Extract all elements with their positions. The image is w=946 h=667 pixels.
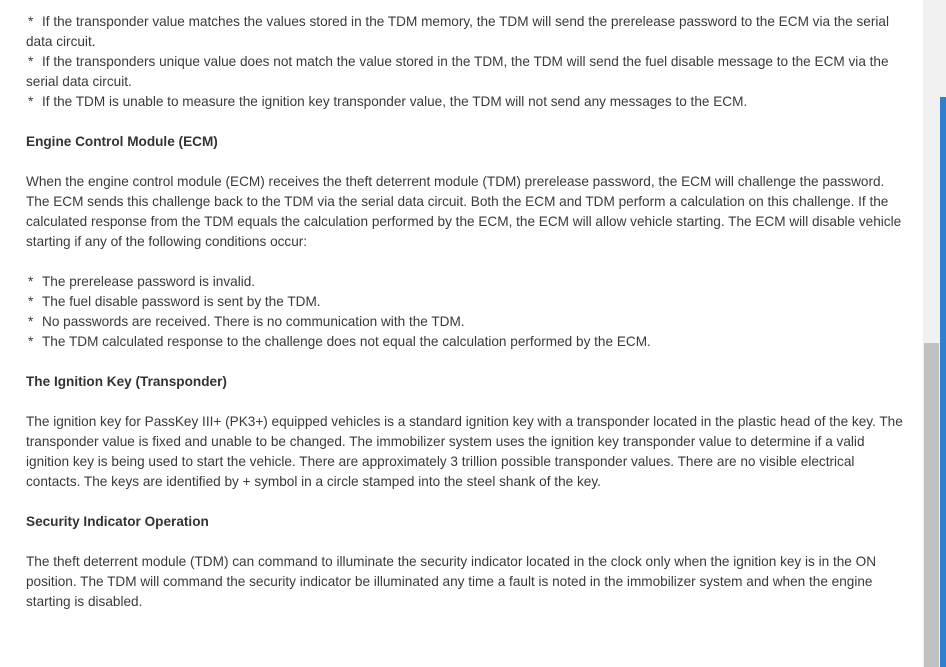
list-item bbox=[26, 292, 904, 312]
list-item bbox=[26, 272, 904, 292]
list-item bbox=[26, 312, 904, 332]
bullet-text: If the transponders unique value does not match the value stored in the TDM, the TDM will send the fuel disable message to the ECM via the serial data circuit. bbox=[26, 54, 889, 89]
bullet-symbol: * bbox=[28, 274, 34, 289]
bullet-text: If the transponder value matches the values stored in the TDM memory, the TDM will send the prerelease password to the ECM via the serial data circuit. bbox=[26, 14, 889, 49]
list-item bbox=[26, 52, 904, 92]
section-heading-ecm: Engine Control Module (ECM) bbox=[26, 134, 218, 149]
section-heading-ignition-key: The Ignition Key (Transponder) bbox=[26, 374, 227, 389]
bullet-text: The fuel disable password is sent by the TDM. bbox=[42, 294, 321, 309]
bullet-symbol: * bbox=[28, 294, 34, 309]
bullet-symbol: * bbox=[28, 14, 34, 29]
bullet-symbol: * bbox=[28, 334, 34, 349]
list-item bbox=[26, 332, 904, 352]
ecm-paragraph: When the engine control module (ECM) receives the theft deterrent module (TDM) prerelease password, the ECM will challenge the password. The ECM sends this challenge back to the TDM via the serial data circuit. Both the ECM and TDM perform a calculation on this challenge. If the calculated response from the TDM equals the calculation performed by the ECM, the ECM will allow vehicle starting. The ECM will disable vehicle starting if any of the following conditions occur: bbox=[26, 174, 902, 249]
ignition-key-paragraph: The ignition key for PassKey III+ (PK3+) equipped vehicles is a standard ignition key with a transponder located in the plastic head of the key. The transponder value is fixed and unable to be changed. The immobilizer system uses the ignition key transponder value to determine if a valid ignition key is being used to start the vehicle. There are approximately 3 trillion possible transponder values. There are no visible electrical contacts. The keys are identified by + symbol in a circle stamped into the steel shank of the key. bbox=[26, 414, 903, 489]
side-panel-edge bbox=[940, 97, 946, 667]
bullet-text: No passwords are received. There is no communication with the TDM. bbox=[42, 314, 465, 329]
document-content bbox=[26, 12, 904, 612]
section-heading-security-indicator: Security Indicator Operation bbox=[26, 514, 209, 529]
list-item bbox=[26, 12, 904, 52]
bullet-symbol: * bbox=[28, 94, 34, 109]
bullet-text: The TDM calculated response to the challenge does not equal the calculation performed by the ECM. bbox=[42, 334, 651, 349]
scrollbar-thumb[interactable] bbox=[924, 343, 939, 667]
bullet-text: The prerelease password is invalid. bbox=[42, 274, 256, 289]
bullet-symbol: * bbox=[28, 54, 34, 69]
bullet-text: If the TDM is unable to measure the ignition key transponder value, the TDM will not send any messages to the ECM. bbox=[42, 94, 748, 109]
bullet-symbol: * bbox=[28, 314, 34, 329]
list-item bbox=[26, 92, 904, 112]
security-indicator-paragraph: The theft deterrent module (TDM) can command to illuminate the security indicator located in the clock only when the ignition key is in the ON position. The TDM will command the security indicator be illuminated any time a fault is noted in the immobilizer system and when the engine starting is disabled. bbox=[26, 554, 877, 609]
